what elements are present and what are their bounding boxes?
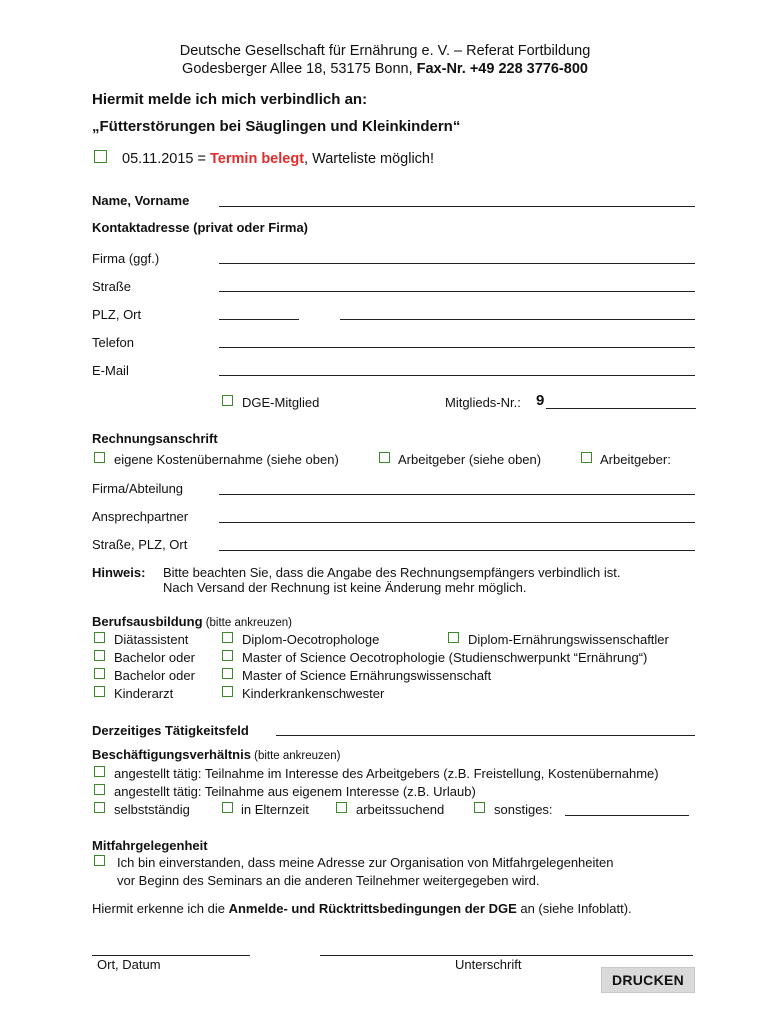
emp-job-seeking-label: arbeitssuchend bbox=[356, 802, 445, 817]
emp-parental-leave-checkbox[interactable] bbox=[222, 802, 233, 813]
dge-member-checkbox[interactable] bbox=[222, 395, 233, 406]
education-hint: (bitte ankreuzen) bbox=[202, 617, 293, 629]
date-text: 05.11.2015 = bbox=[122, 151, 211, 167]
edu-diplom-oeco-checkbox[interactable] bbox=[222, 632, 233, 643]
edu-nurse-checkbox[interactable] bbox=[222, 686, 233, 697]
waitlist-text: , Warteliste möglich! bbox=[304, 151, 435, 167]
member-number-label: Mitglieds-Nr.: bbox=[445, 395, 521, 410]
phone-label: Telefon bbox=[92, 335, 134, 350]
status-booked: Termin belegt bbox=[210, 151, 305, 167]
notice-label: Hinweis: bbox=[92, 565, 146, 580]
dge-member-label: DGE-Mitglied bbox=[242, 395, 320, 410]
rideshare-checkbox[interactable] bbox=[94, 855, 105, 866]
billing-heading: Rechnungsanschrift bbox=[92, 431, 218, 446]
edu-bachelor2-label: Bachelor oder bbox=[114, 668, 195, 683]
edu-dietitian-label: Diätassistent bbox=[114, 632, 189, 647]
billing-self-label: eigene Kostenübernahme (siehe oben) bbox=[114, 452, 339, 467]
emp-other-label: sonstiges: bbox=[494, 802, 553, 817]
emp-other-checkbox[interactable] bbox=[474, 802, 485, 813]
edu-diplom-ernaehrung-checkbox[interactable] bbox=[448, 632, 459, 643]
edu-bachelor2-checkbox[interactable] bbox=[94, 668, 105, 679]
activity-label: Derzeitiges Tätigkeitsfeld bbox=[92, 723, 249, 738]
place-date-field[interactable] bbox=[92, 955, 250, 956]
rideshare-line2: vor Beginn des Seminars an die anderen Teilnehmer weitergegeben wird. bbox=[117, 873, 540, 888]
member-number-value: 9 bbox=[536, 392, 545, 409]
company-field[interactable] bbox=[219, 263, 695, 264]
edu-diplom-oeco-label: Diplom-Oecotrophologe bbox=[242, 632, 380, 647]
terms-conditions: Anmelde- und Rücktrittsbedingungen der DGE bbox=[228, 901, 517, 916]
phone-field[interactable] bbox=[219, 347, 695, 348]
name-label: Name, Vorname bbox=[92, 193, 190, 208]
city-field[interactable] bbox=[340, 319, 695, 320]
org-header-line1: Deutsche Gesellschaft für Ernährung e. V. – Referat Fortbildung bbox=[179, 43, 591, 59]
education-title: Berufsausbildung bbox=[92, 614, 203, 629]
terms-statement bbox=[92, 901, 632, 916]
emp-employer-interest-label: angestellt tätig: Teilnahme im Interesse des Arbeitgebers (z.B. Freistellung, Kostenübernahme) bbox=[114, 766, 659, 781]
zip-field[interactable] bbox=[219, 319, 299, 320]
rideshare-heading: Mitfahrgelegenheit bbox=[92, 838, 208, 853]
emp-self-employed-label: selbstständig bbox=[114, 802, 190, 817]
email-field[interactable] bbox=[219, 375, 695, 376]
employment-title: Beschäftigungsverhältnis bbox=[92, 747, 251, 762]
billing-address-field[interactable] bbox=[219, 550, 695, 551]
name-field[interactable] bbox=[219, 206, 695, 207]
edu-pediatrician-checkbox[interactable] bbox=[94, 686, 105, 697]
edu-bachelor1-checkbox[interactable] bbox=[94, 650, 105, 661]
activity-field[interactable] bbox=[276, 735, 695, 736]
member-number-field[interactable] bbox=[546, 408, 696, 409]
print-button[interactable]: DRUCKEN bbox=[601, 967, 695, 993]
emp-other-field[interactable] bbox=[565, 815, 689, 816]
edu-master-oeco-checkbox[interactable] bbox=[222, 650, 233, 661]
terms-a: Hiermit erkenne ich die bbox=[92, 901, 229, 916]
emp-self-employed-checkbox[interactable] bbox=[94, 802, 105, 813]
org-header-line2 bbox=[0, 61, 770, 77]
education-heading bbox=[92, 614, 292, 629]
org-address: Godesberger Allee 18, 53175 Bonn, bbox=[182, 61, 417, 77]
signature-label: Unterschrift bbox=[455, 957, 522, 972]
edu-master-ernaehrung-checkbox[interactable] bbox=[222, 668, 233, 679]
billing-employer-label: Arbeitgeber: bbox=[600, 452, 671, 467]
billing-company-field[interactable] bbox=[219, 494, 695, 495]
billing-company-label: Firma/Abteilung bbox=[92, 481, 184, 496]
fax-number: Fax-Nr. +49 228 3776-800 bbox=[416, 61, 588, 77]
emp-job-seeking-checkbox[interactable] bbox=[336, 802, 347, 813]
notice-line1: Bitte beachten Sie, dass die Angabe des Rechnungsempfängers verbindlich ist. bbox=[163, 565, 621, 580]
signature-field[interactable] bbox=[320, 955, 693, 956]
street-label: Straße bbox=[92, 279, 132, 294]
rideshare-line1: Ich bin einverstanden, dass meine Adresse zur Organisation von Mitfahrgelegenheiten bbox=[117, 855, 614, 870]
date-option bbox=[122, 151, 434, 167]
billing-contact-field[interactable] bbox=[219, 522, 695, 523]
edu-master-oeco-label: Master of Science Oecotrophologie (Studienschwerpunkt “Ernährung“) bbox=[242, 650, 648, 665]
edu-dietitian-checkbox[interactable] bbox=[94, 632, 105, 643]
billing-employer-above-checkbox[interactable] bbox=[379, 452, 390, 463]
edu-pediatrician-label: Kinderarzt bbox=[114, 686, 174, 701]
place-date-label: Ort, Datum bbox=[97, 957, 161, 972]
seminar-title: „Fütterstörungen bei Säuglingen und Kleinkindern“ bbox=[92, 118, 461, 135]
employment-heading bbox=[92, 747, 340, 762]
billing-employer-above-label: Arbeitgeber (siehe oben) bbox=[398, 452, 542, 467]
terms-c: an (siehe Infoblatt). bbox=[516, 901, 632, 916]
edu-nurse-label: Kinderkrankenschwester bbox=[242, 686, 385, 701]
registration-heading: Hiermit melde ich mich verbindlich an: bbox=[92, 91, 368, 108]
billing-address-label: Straße, PLZ, Ort bbox=[92, 537, 188, 552]
edu-master-ernaehrung-label: Master of Science Ernährungswissenschaft bbox=[242, 668, 492, 683]
company-label: Firma (ggf.) bbox=[92, 251, 160, 266]
street-field[interactable] bbox=[219, 291, 695, 292]
employment-hint: (bitte ankreuzen) bbox=[250, 750, 341, 762]
billing-employer-checkbox[interactable] bbox=[581, 452, 592, 463]
contact-heading: Kontaktadresse (privat oder Firma) bbox=[92, 220, 309, 235]
emp-parental-leave-label: in Elternzeit bbox=[241, 802, 309, 817]
emp-own-interest-checkbox[interactable] bbox=[94, 784, 105, 795]
notice-line2: Nach Versand der Rechnung ist keine Änderung mehr möglich. bbox=[163, 580, 527, 595]
billing-contact-label: Ansprechpartner bbox=[92, 509, 189, 524]
edu-diplom-ernaehrung-label: Diplom-Ernährungswissenschaftler bbox=[468, 632, 669, 647]
emp-employer-interest-checkbox[interactable] bbox=[94, 766, 105, 777]
billing-self-checkbox[interactable] bbox=[94, 452, 105, 463]
emp-own-interest-label: angestellt tätig: Teilnahme aus eigenem Interesse (z.B. Urlaub) bbox=[114, 784, 476, 799]
date-checkbox[interactable] bbox=[94, 150, 107, 163]
edu-bachelor1-label: Bachelor oder bbox=[114, 650, 195, 665]
email-label: E-Mail bbox=[92, 363, 129, 378]
zip-city-label: PLZ, Ort bbox=[92, 307, 142, 322]
